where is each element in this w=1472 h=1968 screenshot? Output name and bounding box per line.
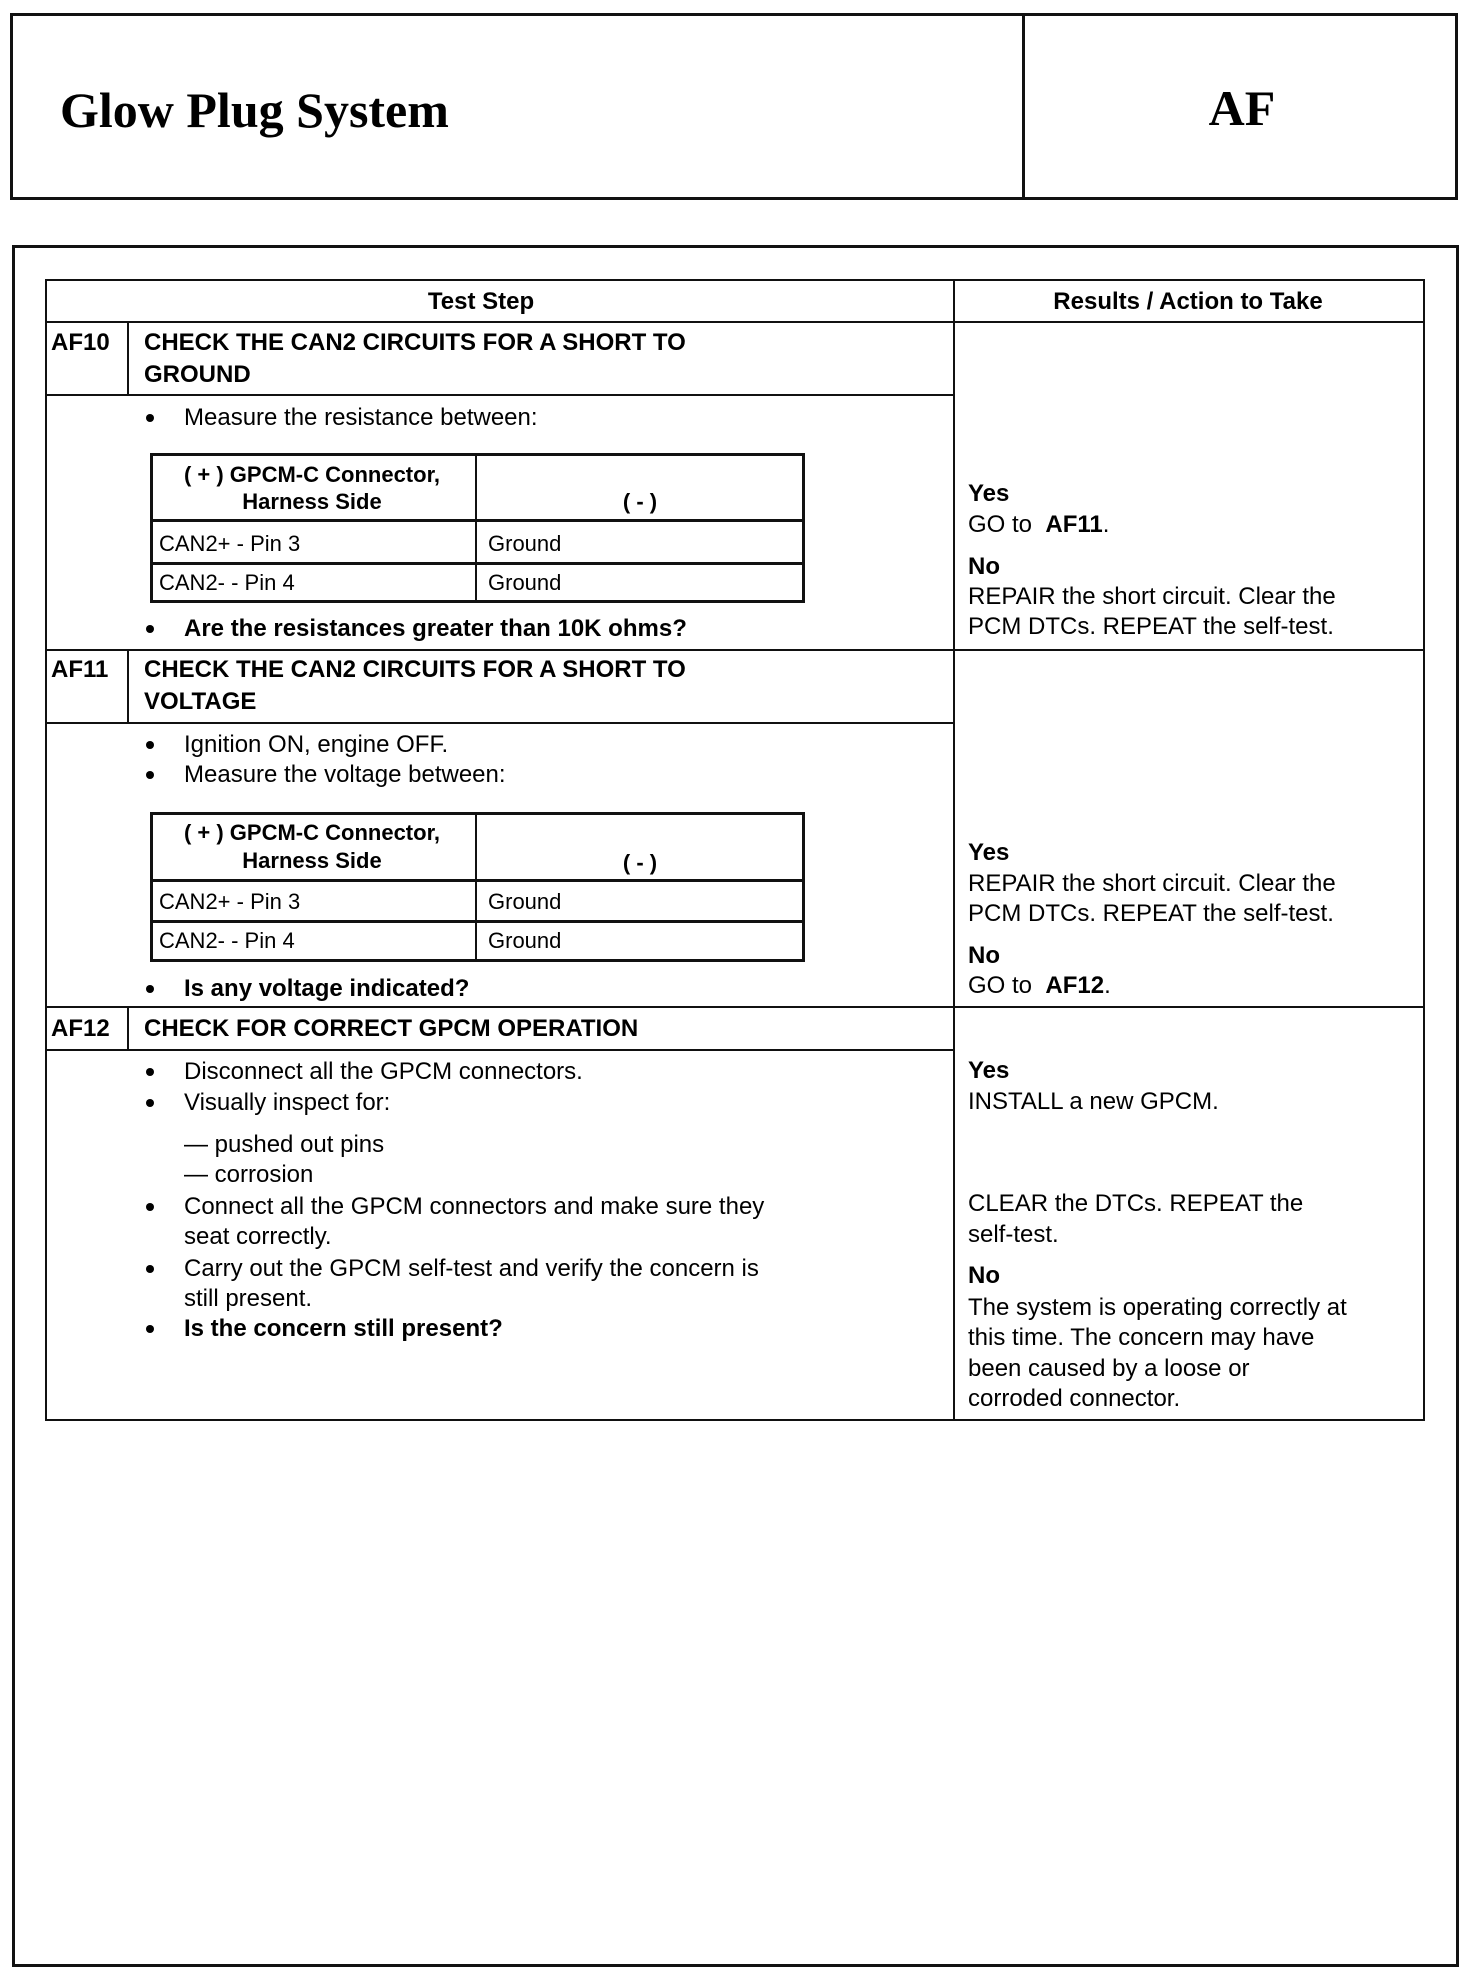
step-id-divider (127, 650, 129, 723)
connector-cell: Ground (488, 889, 562, 914)
step-title: GROUND (144, 361, 251, 388)
connector-table-line (150, 920, 805, 923)
step-id: AF11 (51, 656, 109, 683)
connector-table-line (150, 519, 805, 522)
step-title: CHECK THE CAN2 CIRCUITS FOR A SHORT TO (144, 656, 686, 683)
connector-cell: Ground (488, 570, 562, 595)
result-no-text: been caused by a loose or (968, 1355, 1250, 1382)
connector-cell: CAN2- - Pin 4 (159, 570, 295, 595)
connector-header-plus: ( + ) GPCM-C Connector, (183, 462, 441, 487)
result-yes-text: CLEAR the DTCs. REPEAT the (968, 1190, 1304, 1217)
step-row-line (45, 649, 1425, 651)
section-code: AF (1208, 80, 1276, 136)
result-yes-label: Yes (968, 1057, 1010, 1084)
step-id: AF12 (51, 1015, 110, 1042)
step-title: CHECK FOR CORRECT GPCM OPERATION (144, 1015, 639, 1042)
step-title: VOLTAGE (144, 688, 257, 715)
period: . (1102, 511, 1110, 538)
sub-item: — pushed out pins (184, 1131, 385, 1158)
bullet-icon (146, 985, 154, 993)
sub-item: — corrosion (184, 1161, 314, 1188)
header-divider (1022, 13, 1025, 200)
bullet-icon (146, 1099, 154, 1107)
instruction: still present. (184, 1285, 313, 1312)
connector-table-line (150, 879, 805, 882)
connector-table-line (150, 562, 805, 565)
result-no-label: No (968, 942, 1000, 969)
connector-cell: CAN2+ - Pin 3 (159, 531, 301, 556)
step-title-line (45, 1049, 953, 1051)
question: Is the concern still present? (184, 1315, 503, 1342)
instruction: Visually inspect for: (184, 1089, 391, 1116)
bullet-icon (146, 1068, 154, 1076)
step-id: AF10 (51, 329, 110, 356)
connector-table-divider (475, 812, 477, 962)
bullet-icon (146, 414, 154, 422)
result-no-text: The system is operating correctly at (968, 1294, 1347, 1321)
result-no-text (968, 971, 1111, 1001)
column-divider (953, 279, 955, 1421)
step-title-line (45, 394, 953, 396)
instruction: Measure the voltage between: (184, 761, 506, 788)
bullet-icon (146, 771, 154, 779)
result-yes-text (968, 510, 1109, 540)
connector-table-divider (475, 453, 477, 603)
result-no-text: this time. The concern may have (968, 1324, 1315, 1351)
result-yes-text: self-test. (968, 1221, 1059, 1248)
result-yes-text: REPAIR the short circuit. Clear the (968, 870, 1336, 897)
col-header-test-step: Test Step (427, 288, 535, 315)
connector-header-minus: ( - ) (622, 850, 658, 875)
step-title-line (45, 722, 953, 724)
result-yes-text: PCM DTCs. REPEAT the self-test. (968, 900, 1334, 927)
bullet-icon (146, 1203, 154, 1211)
result-no-text: REPAIR the short circuit. Clear the (968, 583, 1336, 610)
col-header-results: Results / Action to Take (1053, 288, 1323, 315)
result-no-label: No (968, 1262, 1000, 1289)
header-row-line (45, 321, 1425, 323)
step-id-divider (127, 1007, 129, 1050)
question: Are the resistances greater than 10K ohms? (184, 615, 687, 642)
page-title: Glow Plug System (60, 82, 449, 138)
step-row-line (45, 1006, 1425, 1008)
result-no-text: PCM DTCs. REPEAT the self-test. (968, 613, 1334, 640)
instruction: seat correctly. (184, 1223, 332, 1250)
bullet-icon (146, 1325, 154, 1333)
connector-header-plus: Harness Side (242, 848, 382, 873)
result-yes-label: Yes (968, 839, 1010, 866)
connector-cell: CAN2- - Pin 4 (159, 928, 295, 953)
bullet-icon (146, 625, 154, 633)
result-text: GO to (968, 511, 1033, 538)
bullet-icon (146, 741, 154, 749)
instruction: Connect all the GPCM connectors and make sure they (184, 1193, 765, 1220)
result-no-label: No (968, 553, 1000, 580)
instruction: Carry out the GPCM self-test and verify the concern is (184, 1255, 759, 1282)
result-text: GO to (968, 972, 1033, 999)
result-yes-label: Yes (968, 480, 1010, 507)
connector-cell: CAN2+ - Pin 3 (159, 889, 301, 914)
connector-header-plus: ( + ) GPCM-C Connector, (183, 820, 441, 845)
connector-header-minus: ( - ) (622, 489, 658, 514)
instruction: Measure the resistance between: (184, 404, 538, 431)
instruction: Ignition ON, engine OFF. (184, 731, 449, 758)
goto-step-link[interactable]: AF11 (1045, 511, 1103, 538)
bullet-icon (146, 1265, 154, 1273)
result-yes-text: INSTALL a new GPCM. (968, 1088, 1219, 1115)
step-title: CHECK THE CAN2 CIRCUITS FOR A SHORT TO (144, 329, 686, 356)
connector-cell: Ground (488, 531, 562, 556)
goto-step-link[interactable]: AF12 (1045, 972, 1105, 999)
question: Is any voltage indicated? (184, 975, 470, 1002)
period: . (1104, 972, 1111, 999)
step-id-divider (127, 321, 129, 395)
connector-header-plus: Harness Side (242, 489, 382, 514)
connector-cell: Ground (488, 928, 562, 953)
instruction: Disconnect all the GPCM connectors. (184, 1058, 583, 1085)
result-no-text: corroded connector. (968, 1385, 1181, 1412)
